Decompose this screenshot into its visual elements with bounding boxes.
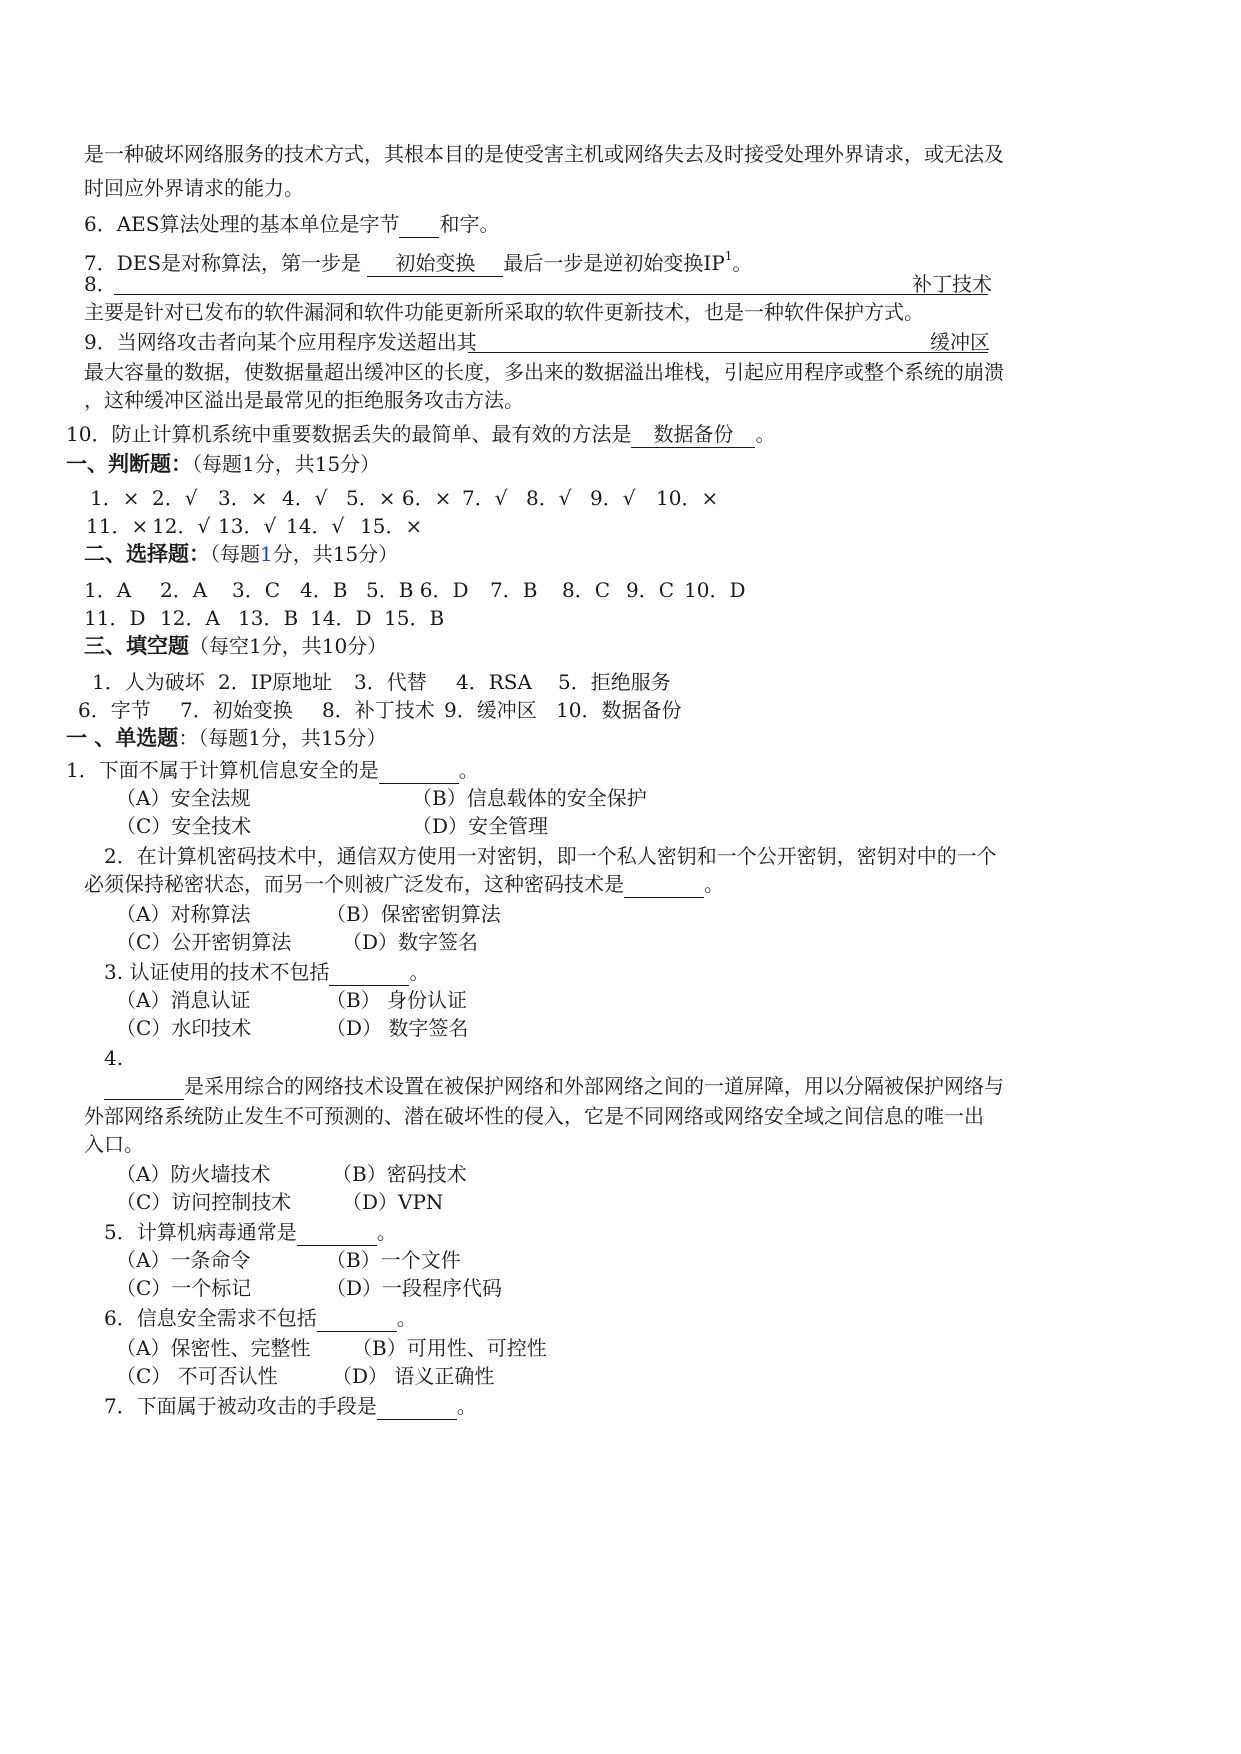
answer-item: 7．B: [490, 578, 538, 602]
option: （D） 数字签名: [326, 1016, 469, 1040]
blank: [317, 1305, 397, 1332]
option: （D）VPN: [342, 1190, 444, 1214]
blank: [377, 1393, 457, 1420]
answer-blank: 初始变换: [367, 250, 503, 277]
blank: [624, 871, 704, 898]
answer-item: 5．拒绝服务: [558, 670, 671, 694]
option: （C）公开密钥算法: [116, 930, 292, 954]
answer-item: 5．B 6．D: [366, 578, 469, 602]
question-4: 是采用综合的网络技术设置在被保护网络和外部网络之间的一道屏障，用以分隔被保护网络与: [104, 1072, 1004, 1100]
answer-item: 9．√: [590, 486, 636, 510]
answer-item: 4．RSA: [456, 670, 532, 694]
answer-item: 3．C: [232, 578, 281, 602]
answer-item: 15．B: [384, 606, 445, 630]
answer-item: 1．A: [84, 578, 132, 602]
option: （A）防火墙技术: [116, 1162, 271, 1186]
answer-item: 11．D: [84, 606, 146, 630]
answer-item: 8．√: [526, 486, 572, 510]
option: （A）对称算法: [116, 902, 251, 926]
paragraph-line: ，这种缓冲区溢出是最常见的拒绝服务攻击方法。: [84, 388, 524, 412]
answer-item: 14．D: [310, 606, 372, 630]
option: （B）密码技术: [332, 1162, 467, 1186]
option: （B） 身份认证: [326, 988, 468, 1012]
answer-item: 1．人为破坏: [92, 670, 205, 694]
blank: [399, 211, 439, 238]
answer-item: 10．D: [684, 578, 746, 602]
question-1: 1．下面不属于计算机信息安全的是 。: [66, 758, 479, 782]
option: （C）一个标记: [116, 1276, 252, 1300]
answer-blank: 补丁技术: [912, 272, 992, 296]
option: （B）信息载体的安全保护: [412, 786, 647, 810]
option: （A）安全法规: [116, 786, 251, 810]
answer-item: 5．× 6．×: [346, 486, 452, 510]
answer-item: 3．代替: [354, 670, 427, 694]
question-8-number: 8．: [84, 272, 117, 296]
question-10: 10．防止计算机系统中重要数据丢失的最简单、最有效的方法是 数据备份 。: [66, 422, 776, 446]
answer-item: 9．C: [626, 578, 675, 602]
option: （B）保密密钥算法: [326, 902, 501, 926]
answer-item: 9．缓冲区: [444, 698, 537, 722]
option: （D）数字签名: [342, 930, 479, 954]
option: （C）访问控制技术: [116, 1190, 292, 1214]
option: （A）保密性、完整性: [116, 1336, 311, 1360]
option: （D）安全管理: [412, 814, 549, 838]
paragraph-line: 最大容量的数据，使数据量超出缓冲区的长度，多出来的数据溢出堆栈，引起应用程序或整个系统的崩溃: [84, 360, 1004, 384]
question-4-number: 4.: [104, 1046, 124, 1070]
answer-item: 7．√: [462, 486, 508, 510]
question-7: 7．DES是对称算法，第一步是 初始变换 最后一步是逆初始变换$IP^1$。: [84, 249, 753, 275]
section-heading-fill: 三、填空题（每空1分，共10分）: [84, 633, 388, 658]
question-2: 2．在计算机密码技术中，通信双方使用一对密钥，即一个私人密钥和一个公开密钥，密钥对中的一个: [104, 844, 997, 868]
answer-item: 6．字节: [78, 698, 151, 722]
option: （C）水印技术: [116, 1016, 252, 1040]
blank: [379, 757, 459, 784]
option: （D） 语义正确性: [332, 1364, 495, 1388]
question-2-cont: 必须保持秘密状态，而另一个则被广泛发布，这种密码技术是 。: [84, 872, 724, 896]
section-heading-judge: 一、判断题：（每题1分，共15分）: [66, 451, 381, 476]
question-5: 5．计算机病毒通常是 。: [104, 1220, 397, 1244]
answer-item: 12．A: [160, 606, 220, 630]
option: （A）一条命令: [116, 1248, 251, 1272]
option: （A）消息认证: [116, 988, 251, 1012]
paragraph-line: 外部网络系统防止发生不可预测的、潜在破坏性的侵入，它是不同网络或网络安全域之间信息的唯一出: [84, 1104, 984, 1128]
answer-item: 4．B: [300, 578, 348, 602]
answer-item: 14．√: [286, 514, 345, 538]
option: （B）一个文件: [326, 1248, 461, 1272]
answer-item: 13．√: [218, 514, 277, 538]
paragraph-line: 主要是针对已发布的软件漏洞和软件功能更新所采取的软件更新技术，也是一种软件保护方式。: [84, 300, 924, 324]
option: （D）一段程序代码: [326, 1276, 503, 1300]
section-heading-choice: 二、选择题：（每题1分，共15分）: [84, 541, 399, 566]
paragraph-line: 入口。: [84, 1132, 144, 1156]
answer-underline: [114, 294, 988, 295]
answer-blank: 缓冲区: [930, 330, 990, 354]
answer-item: 11．×: [86, 514, 149, 538]
answer-item: 2．√: [152, 486, 198, 510]
question-9: 9．当网络攻击者向某个应用程序发送超出其: [84, 330, 477, 354]
answer-blank: 数据备份: [631, 421, 755, 448]
answer-item: 8．C: [562, 578, 611, 602]
answer-underline: [468, 352, 988, 353]
question-7: 7．下面属于被动攻击的手段是 。: [104, 1394, 477, 1418]
answer-item: 4．√: [282, 486, 328, 510]
blank: [104, 1073, 184, 1100]
answer-item: 12．√: [152, 514, 211, 538]
option: （C） 不可否认性: [116, 1364, 278, 1388]
answer-item: 10．数据备份: [556, 698, 682, 722]
answer-item: 15．×: [360, 514, 423, 538]
question-6: 6．AES算法处理的基本单位是字节 和字。: [84, 212, 500, 236]
answer-item: 7．初始变换: [180, 698, 293, 722]
answer-item: 3．×: [218, 486, 268, 510]
blank: [297, 1219, 377, 1246]
blank: [329, 959, 409, 986]
option: （B）可用性、可控性: [352, 1336, 547, 1360]
answer-item: 2．IP原地址: [218, 670, 333, 694]
option: （C）安全技术: [116, 814, 252, 838]
answer-item: 10．×: [656, 486, 719, 510]
paragraph-line: 是一种破坏网络服务的技术方式，其根本目的是使受害主机或网络失去及时接受处理外界请求，或无法及: [84, 142, 1004, 166]
answer-item: 13．B: [238, 606, 299, 630]
section-heading-single: 一 、单选题：（每题1分，共15分）: [66, 725, 387, 750]
question-3: 3. 认证使用的技术不包括 。: [104, 960, 430, 984]
question-6: 6．信息安全需求不包括 。: [104, 1306, 417, 1330]
paragraph-line: 时回应外界请求的能力。: [84, 176, 304, 200]
answer-item: 8．补丁技术: [322, 698, 435, 722]
answer-item: 2．A: [160, 578, 208, 602]
answer-item: 1．×: [90, 486, 140, 510]
